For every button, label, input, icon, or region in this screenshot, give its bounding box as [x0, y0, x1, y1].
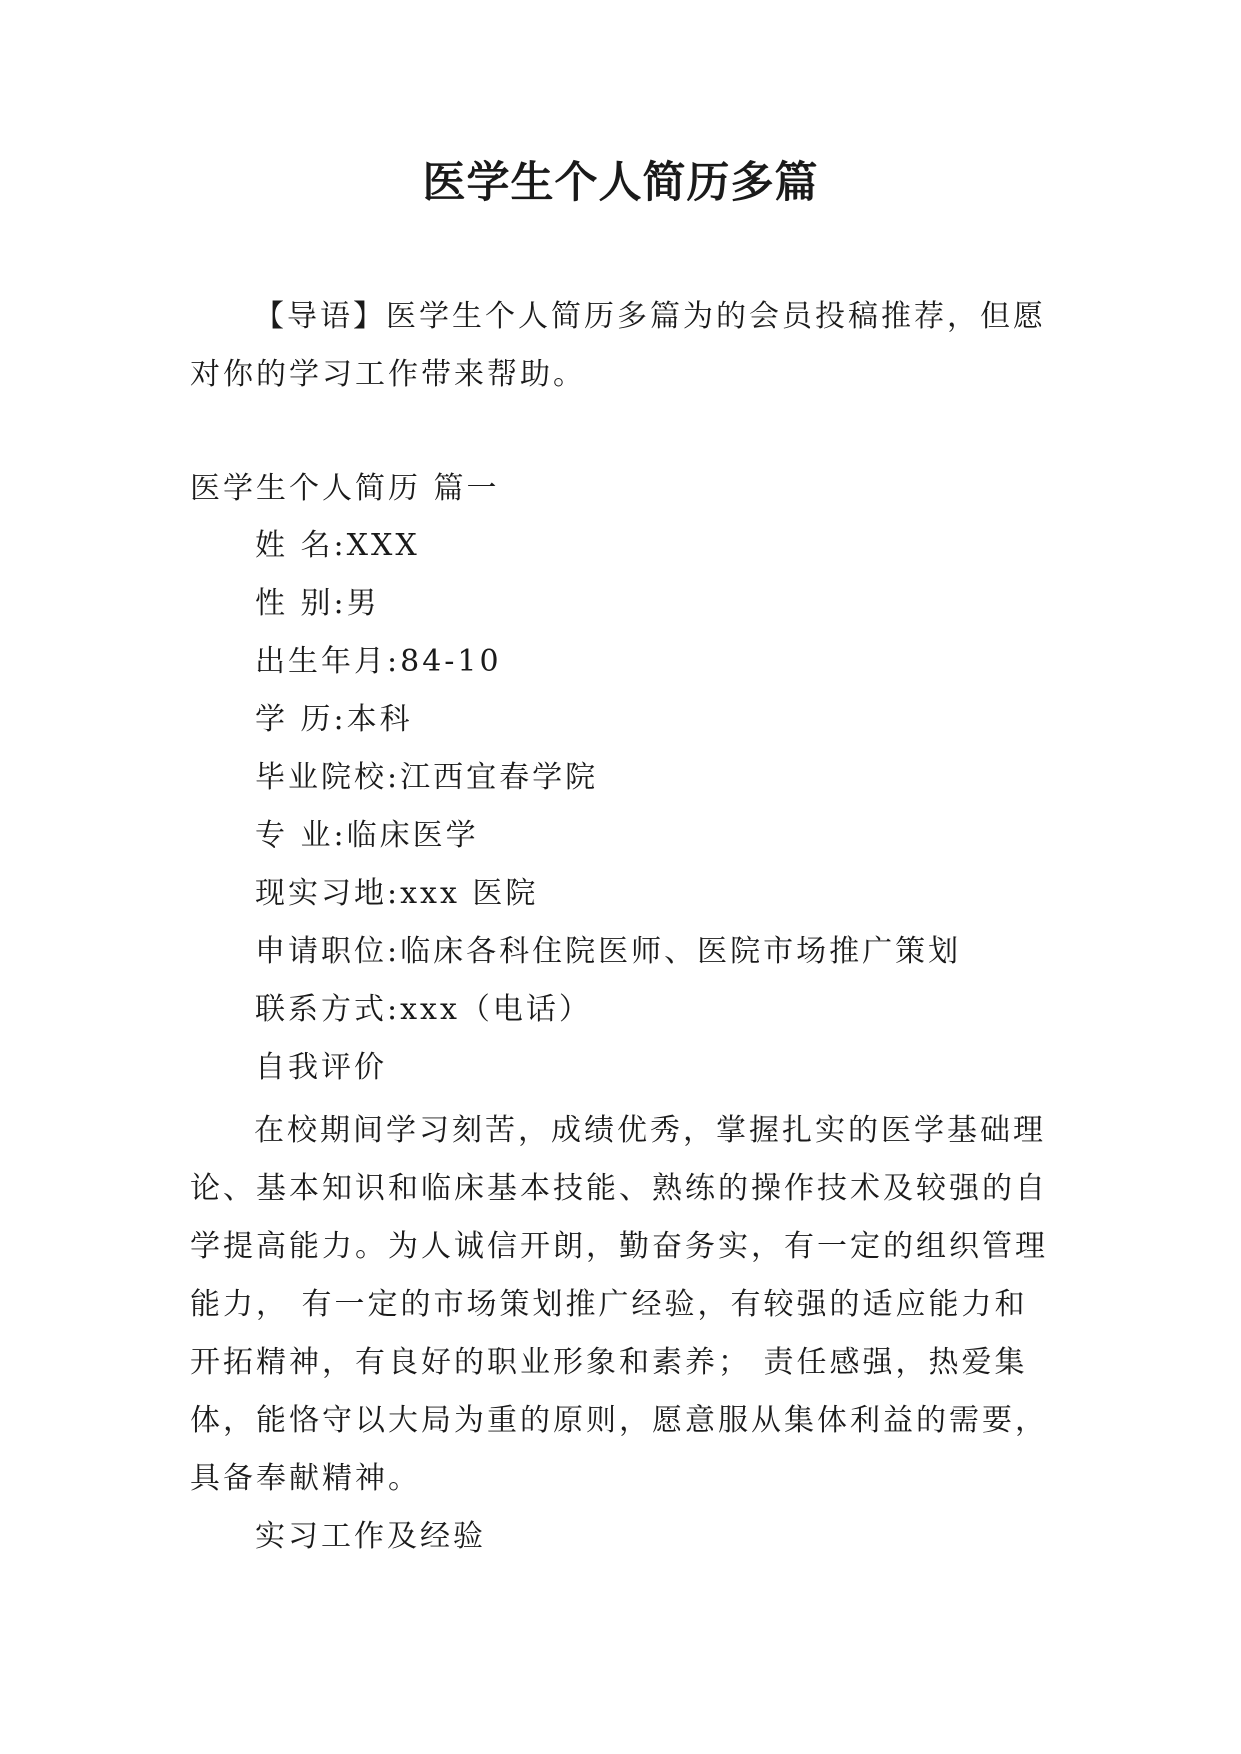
self-eval-heading: 自我评价	[255, 1050, 387, 1085]
self-eval-paragraph	[190, 1102, 1060, 1508]
paragraph-line: 开拓精神，有良好的职业形象和素养； 责任感强，热爱集	[190, 1345, 1028, 1380]
section-title: 医学生个人简历 篇一	[190, 471, 500, 506]
paragraph-line: 论、基本知识和临床基本技能、熟练的操作技术及较强的自	[190, 1171, 1048, 1206]
paragraph-line: 学提高能力。为人诚信开朗，勤奋务实，有一定的组织管理	[190, 1229, 1048, 1264]
field-birth: 出生年月:84-10	[255, 644, 502, 679]
intro-line: 【导语】医学生个人简历多篇为的会员投稿推荐，但愿	[254, 299, 1046, 334]
paragraph-line: 体，能恪守以大局为重的原则，愿意服从集体利益的需要，	[190, 1403, 1048, 1438]
document-title: 医学生个人简历多篇	[422, 158, 819, 208]
paragraph-line: 具备奉献精神。	[190, 1461, 421, 1496]
field-major: 专 业:临床医学	[255, 818, 479, 853]
field-education: 学 历:本科	[255, 702, 413, 737]
paragraph-line: 能力， 有一定的市场策划推广经验，有较强的适应能力和	[190, 1287, 1028, 1322]
field-name: 姓 名:XXX	[255, 528, 420, 563]
field-contact: 联系方式:xxx（电话）	[255, 992, 592, 1027]
field-position: 申请职位:临床各科住院医师、医院市场推广策划	[255, 934, 962, 969]
resume-fields	[255, 517, 1125, 1097]
intro-line: 对你的学习工作带来帮助。	[190, 357, 586, 392]
paragraph-line: 在校期间学习刻苦，成绩优秀，掌握扎实的医学基础理	[254, 1113, 1046, 1148]
field-school: 毕业院校:江西宜春学院	[255, 760, 599, 795]
intro-paragraph	[190, 288, 1060, 404]
field-gender: 性 别:男	[255, 586, 380, 621]
experience-heading: 实习工作及经验	[255, 1519, 486, 1554]
field-internship-place: 现实习地:xxx 医院	[255, 876, 539, 911]
